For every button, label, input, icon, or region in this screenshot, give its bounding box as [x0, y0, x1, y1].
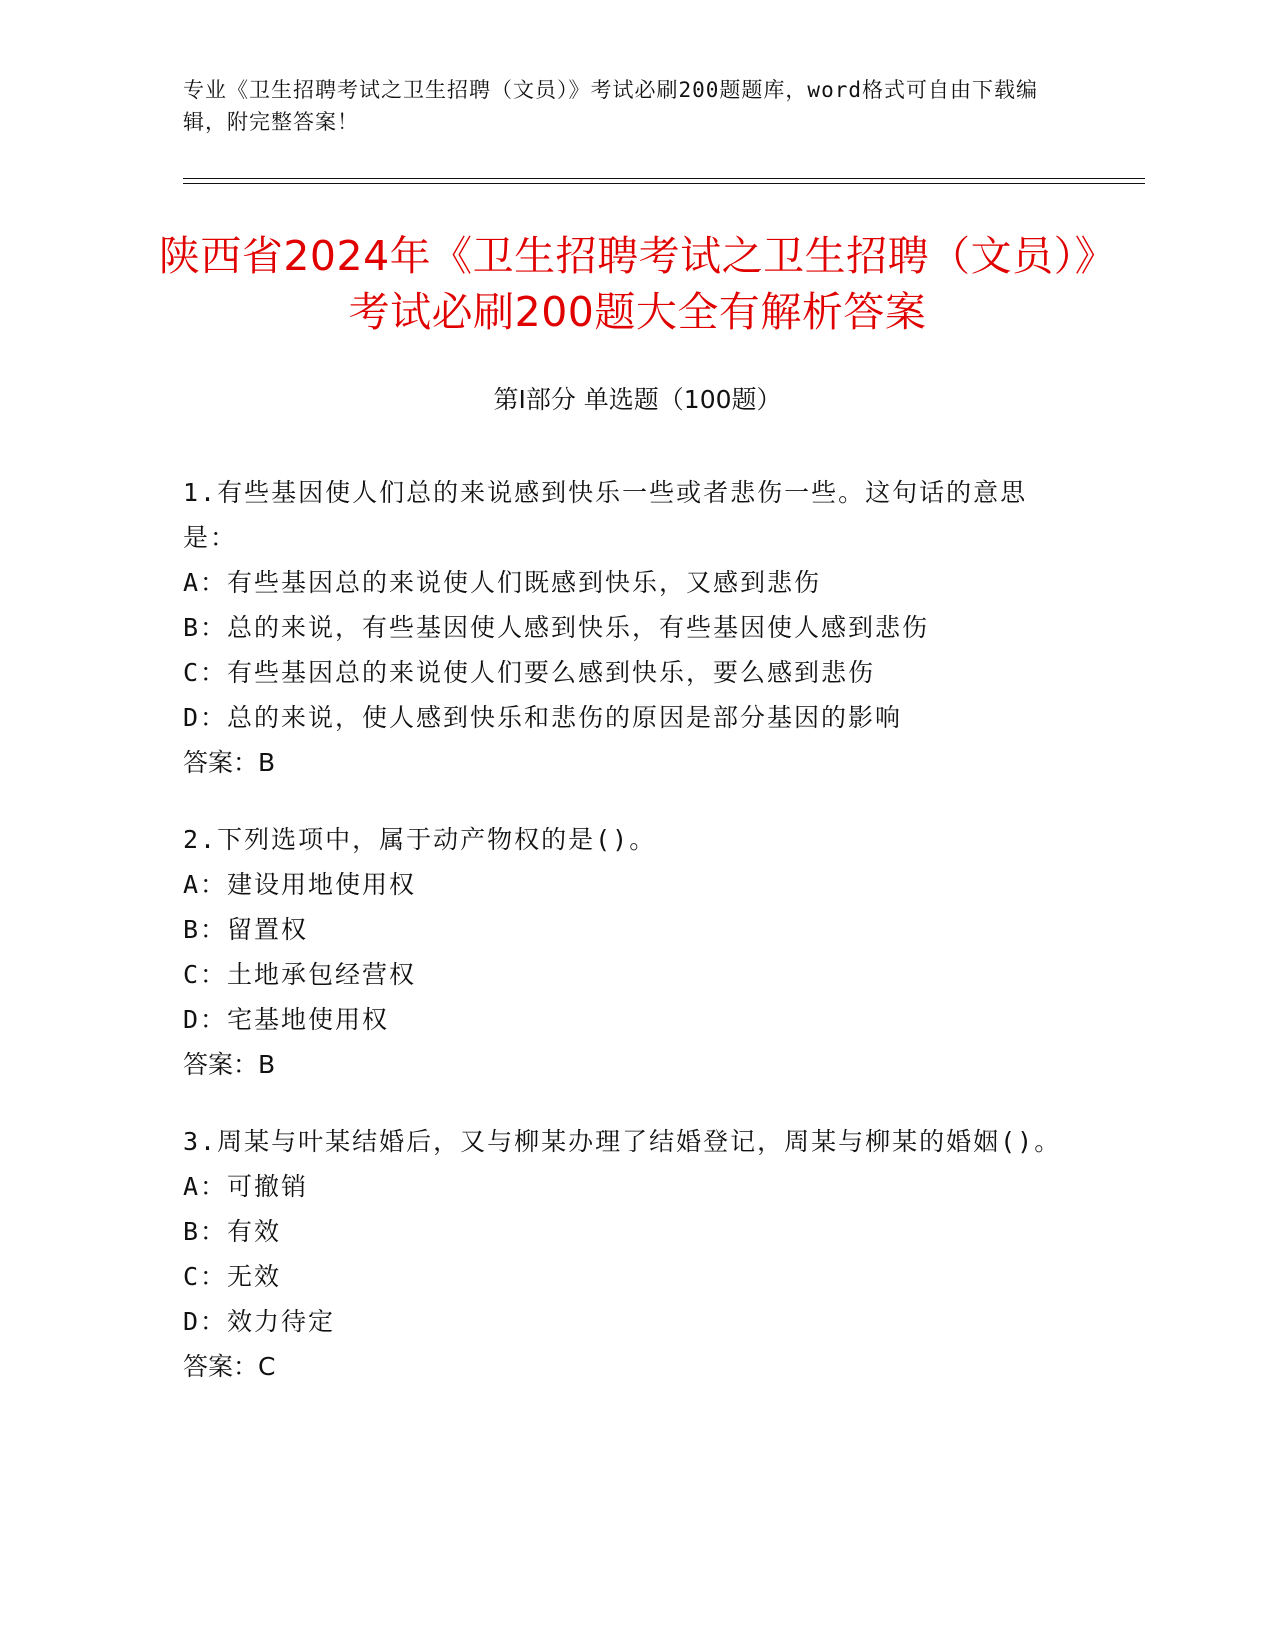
option-c: C：土地承包经营权	[183, 960, 417, 989]
option-a: A：建设用地使用权	[183, 870, 417, 899]
header-divider-bottom	[183, 183, 1145, 184]
question-2	[183, 817, 1063, 1087]
option-c: C：有些基因总的来说使人们要么感到快乐，要么感到悲伤	[183, 658, 876, 687]
question-text: 1.有些基因使人们总的来说感到快乐一些或者悲伤一些。这句话的意思是：	[183, 478, 1028, 552]
option-d: D：效力待定	[183, 1307, 336, 1336]
option-b: B：总的来说，有些基因使人感到快乐，有些基因使人感到悲伤	[183, 613, 930, 642]
header-divider-top	[183, 178, 1145, 179]
option-b: B：有效	[183, 1217, 282, 1246]
option-d: D：总的来说，使人感到快乐和悲伤的原因是部分基因的影响	[183, 703, 903, 732]
section-title: 第Ⅰ部分 单选题（100题）	[493, 385, 782, 414]
option-c: C：无效	[183, 1262, 282, 1291]
option-b: B：留置权	[183, 915, 309, 944]
header-note: 专业《卫生招聘考试之卫生招聘（文员）》考试必刷200题题库，word格式可自由下载编辑，附完整答案！	[183, 78, 1038, 134]
option-d: D：宅基地使用权	[183, 1005, 390, 1034]
question-list	[183, 470, 1063, 1421]
document-title: 陕西省2024年《卫生招聘考试之卫生招聘（文员）》考试必刷200题大全有解析答案	[158, 232, 1117, 336]
question-text: 3.周某与叶某结婚后，又与柳某办理了结婚登记，周某与柳某的婚姻()。	[183, 1127, 1062, 1156]
option-a: A：有些基因总的来说使人们既感到快乐，又感到悲伤	[183, 568, 822, 597]
answer: 答案：B	[183, 748, 276, 777]
question-1	[183, 470, 1063, 785]
question-text: 2.下列选项中，属于动产物权的是()。	[183, 825, 657, 854]
option-a: A：可撤销	[183, 1172, 309, 1201]
answer: 答案：B	[183, 1050, 276, 1079]
question-3	[183, 1119, 1063, 1389]
answer: 答案：C	[183, 1352, 276, 1381]
